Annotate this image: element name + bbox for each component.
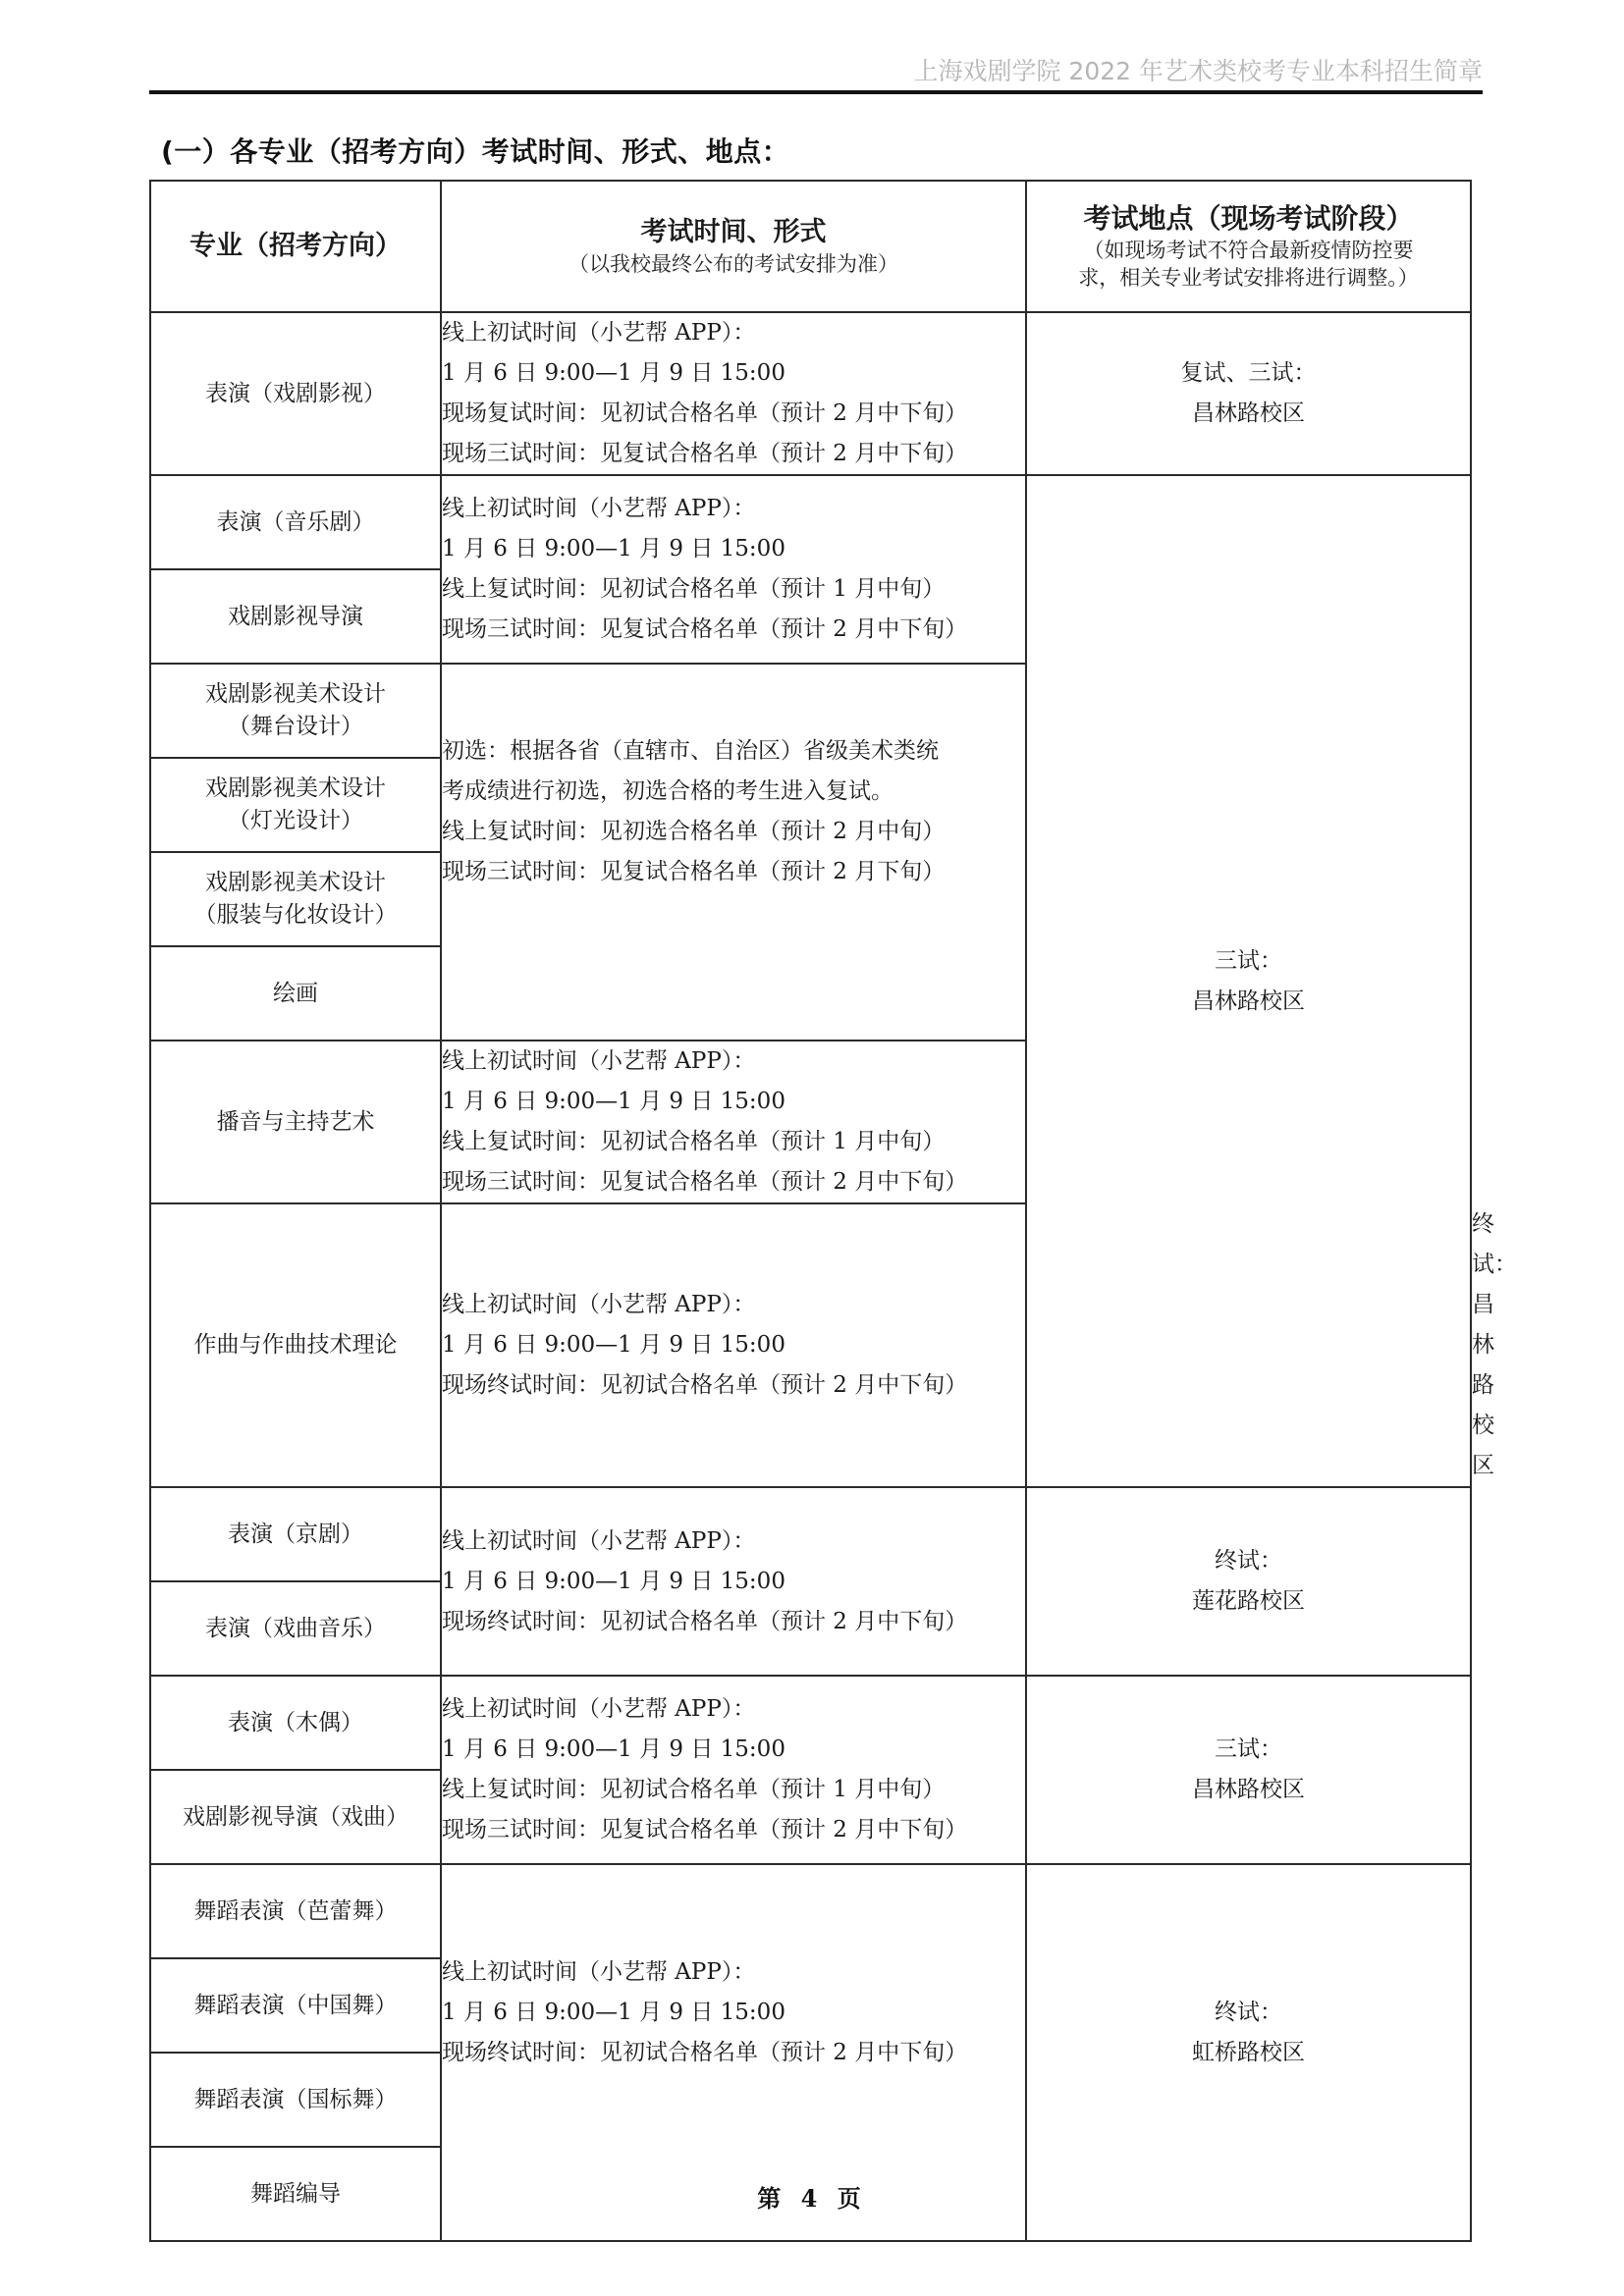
schedule-line: 线上初试时间（小艺帮 APP）：: [442, 496, 756, 521]
major-cell: 播音与主持艺术: [150, 1041, 441, 1203]
table-header-row: [150, 181, 1471, 312]
schedule-cell: [441, 475, 1026, 664]
schedule-line: 现场三试时间：见复试合格名单（预计 2 月中下旬）: [442, 616, 968, 642]
header-rule: [149, 90, 1483, 94]
header-time-form-note: （以我校最终公布的考试安排为准）: [568, 252, 898, 276]
header-location-note-2: 求，相关专业考试安排将进行调整。）: [1078, 266, 1419, 290]
schedule-cell: [441, 1041, 1026, 1203]
schedule-line: 1 月 6 日 9:00—1 月 9 日 15:00: [442, 1332, 785, 1358]
table-row: [150, 312, 1471, 475]
schedule-line: 现场终试时间：见初试合格名单（预计 2 月中下旬）: [442, 1608, 968, 1634]
spacer: [442, 892, 1025, 973]
header-time-form: [441, 181, 1026, 312]
table-row: [150, 1676, 1471, 1770]
location-campus: 虹桥路校区: [1192, 2039, 1305, 2065]
schedule-cell: [441, 1203, 1026, 1487]
header-location-label: 考试地点（现场考试阶段）: [1083, 202, 1414, 235]
location-stage: 终试：: [1215, 1999, 1282, 2025]
running-header: 上海戏剧学院 2022 年艺术类校考专业本科招生简章: [913, 57, 1483, 85]
schedule-line: 线上复试时间：见初选合格名单（预计 2 月中旬）: [442, 819, 946, 844]
location-cell: [1026, 1487, 1471, 1676]
spacer: [1027, 2073, 1470, 2113]
schedule-line: 1 月 6 日 9:00—1 月 9 日 15:00: [442, 1568, 785, 1594]
schedule-line: 现场三试时间：见复试合格名单（预计 2 月下旬）: [442, 859, 946, 884]
schedule-line: 线上复试时间：见初试合格名单（预计 1 月中旬）: [442, 1129, 946, 1154]
header-location: [1026, 181, 1471, 312]
schedule-line: 现场终试时间：见初试合格名单（预计 2 月中下旬）: [442, 2039, 968, 2065]
schedule-line: 线上初试时间（小艺帮 APP）：: [442, 1527, 756, 1554]
schedule-line: 现场终试时间：见初试合格名单（预计 2 月中下旬）: [442, 1372, 968, 1398]
schedule-line: 1 月 6 日 9:00—1 月 9 日 15:00: [442, 536, 785, 561]
schedule-line: 1 月 6 日 9:00—1 月 9 日 15:00: [442, 360, 785, 386]
major-cell: 表演（木偶）: [150, 1676, 441, 1770]
major-cell: 表演（音乐剧）: [150, 475, 441, 569]
schedule-line: 现场三试时间：见复试合格名单（预计 2 月中下旬）: [442, 1169, 968, 1195]
page-number: 第 4 页: [757, 2184, 867, 2213]
major-line: （舞台设计）: [228, 714, 363, 739]
major-line: 戏剧影视美术设计: [205, 681, 386, 707]
major-cell: [150, 758, 441, 852]
major-cell: 戏剧影视导演: [150, 569, 441, 664]
major-cell: 作曲与作曲技术理论: [150, 1203, 441, 1487]
spacer: [442, 2073, 1025, 2154]
schedule-cell: [441, 1487, 1026, 1676]
major-line: （服装与化妆设计）: [193, 902, 398, 928]
major-cell: 绘画: [150, 946, 441, 1041]
schedule-line: 现场复试时间：见初试合格名单（预计 2 月中下旬）: [442, 400, 968, 426]
location-stage: 三试：: [1215, 947, 1282, 974]
major-cell: 戏剧影视导演（戏曲）: [150, 1770, 441, 1864]
location-stage: 复试、三试：: [1180, 360, 1317, 386]
major-line: 戏剧影视美术设计: [205, 870, 386, 895]
schedule-line: 考成绩进行初选，初选合格的考生进入复试。: [442, 778, 893, 804]
major-cell: 舞蹈表演（芭蕾舞）: [150, 1864, 441, 1958]
major-cell: 表演（京剧）: [150, 1487, 441, 1581]
schedule-line: 1 月 6 日 9:00—1 月 9 日 15:00: [442, 1736, 785, 1762]
major-cell: 舞蹈编导: [150, 2147, 441, 2241]
schedule-cell: [441, 312, 1026, 475]
schedule-line: 现场三试时间：见复试合格名单（预计 2 月中下旬）: [442, 441, 968, 466]
location-stage: 终试：: [1215, 1548, 1282, 1574]
major-cell: [150, 852, 441, 946]
major-cell: 表演（戏曲音乐）: [150, 1581, 441, 1676]
location-cell: [1026, 312, 1471, 475]
schedule-line: 1 月 6 日 9:00—1 月 9 日 15:00: [442, 1999, 785, 2025]
schedule-line: 现场三试时间：见复试合格名单（预计 2 月中下旬）: [442, 1817, 968, 1842]
major-line: （灯光设计）: [228, 808, 363, 833]
header-time-form-label: 考试时间、形式: [640, 217, 827, 247]
table-row: [150, 1487, 1471, 1581]
major-line: 戏剧影视美术设计: [205, 775, 386, 801]
header-major-label: 专业（招考方向）: [189, 231, 402, 261]
major-cell: 表演（戏剧影视）: [150, 312, 441, 475]
location-cell: [1026, 475, 1471, 1487]
schedule-line: 初选：根据各省（直辖市、自治区）省级美术类统: [442, 738, 939, 764]
header-location-note-1: （如现场考试不符合最新疫情防控要: [1083, 239, 1414, 262]
header-major: [150, 181, 441, 312]
section-title: (一）各专业（招考方向）考试时间、形式、地点：: [161, 135, 790, 168]
location-campus: 昌林路校区: [1192, 400, 1305, 426]
schedule-line: 线上初试时间（小艺帮 APP）：: [442, 1696, 756, 1722]
major-cell: 舞蹈表演（中国舞）: [150, 1958, 441, 2053]
table-row: [150, 1864, 1471, 1958]
major-cell: [150, 664, 441, 758]
schedule-line: 线上初试时间（小艺帮 APP）：: [442, 1292, 756, 1317]
schedule-line: 线上复试时间：见初试合格名单（预计 1 月中旬）: [442, 1777, 946, 1802]
schedule-line: 线上初试时间（小艺帮 APP）：: [442, 1048, 756, 1074]
location-campus: 昌林路校区: [1192, 1777, 1305, 1802]
table-row: 作曲与作曲技术理论 线上初试时间（小艺帮 APP）： 1 月 6 日 9:00—1 月 9 日 15:00 现场终试时间：见初试合格名单（预计 2 月中下旬） 终试： 昌林路校区: [150, 1203, 1471, 1487]
location-stage: 三试：: [1215, 1736, 1282, 1762]
location-cell: [1026, 1676, 1471, 1864]
table-row: [150, 475, 1471, 569]
schedule-line: 线上复试时间：见初试合格名单（预计 1 月中旬）: [442, 576, 946, 602]
schedule-line: 线上初试时间（小艺帮 APP）：: [442, 320, 756, 346]
location-campus: 昌林路校区: [1192, 988, 1305, 1014]
major-cell: 舞蹈表演（国标舞）: [150, 2053, 441, 2147]
schedule-line: 1 月 6 日 9:00—1 月 9 日 15:00: [442, 1089, 785, 1114]
schedule-line: 线上初试时间（小艺帮 APP）：: [442, 1958, 756, 1985]
schedule-cell: [441, 1676, 1026, 1864]
location-campus: 莲花路校区: [1192, 1588, 1305, 1614]
exam-schedule-table: [149, 180, 1517, 2242]
schedule-cell: [441, 664, 1026, 1041]
